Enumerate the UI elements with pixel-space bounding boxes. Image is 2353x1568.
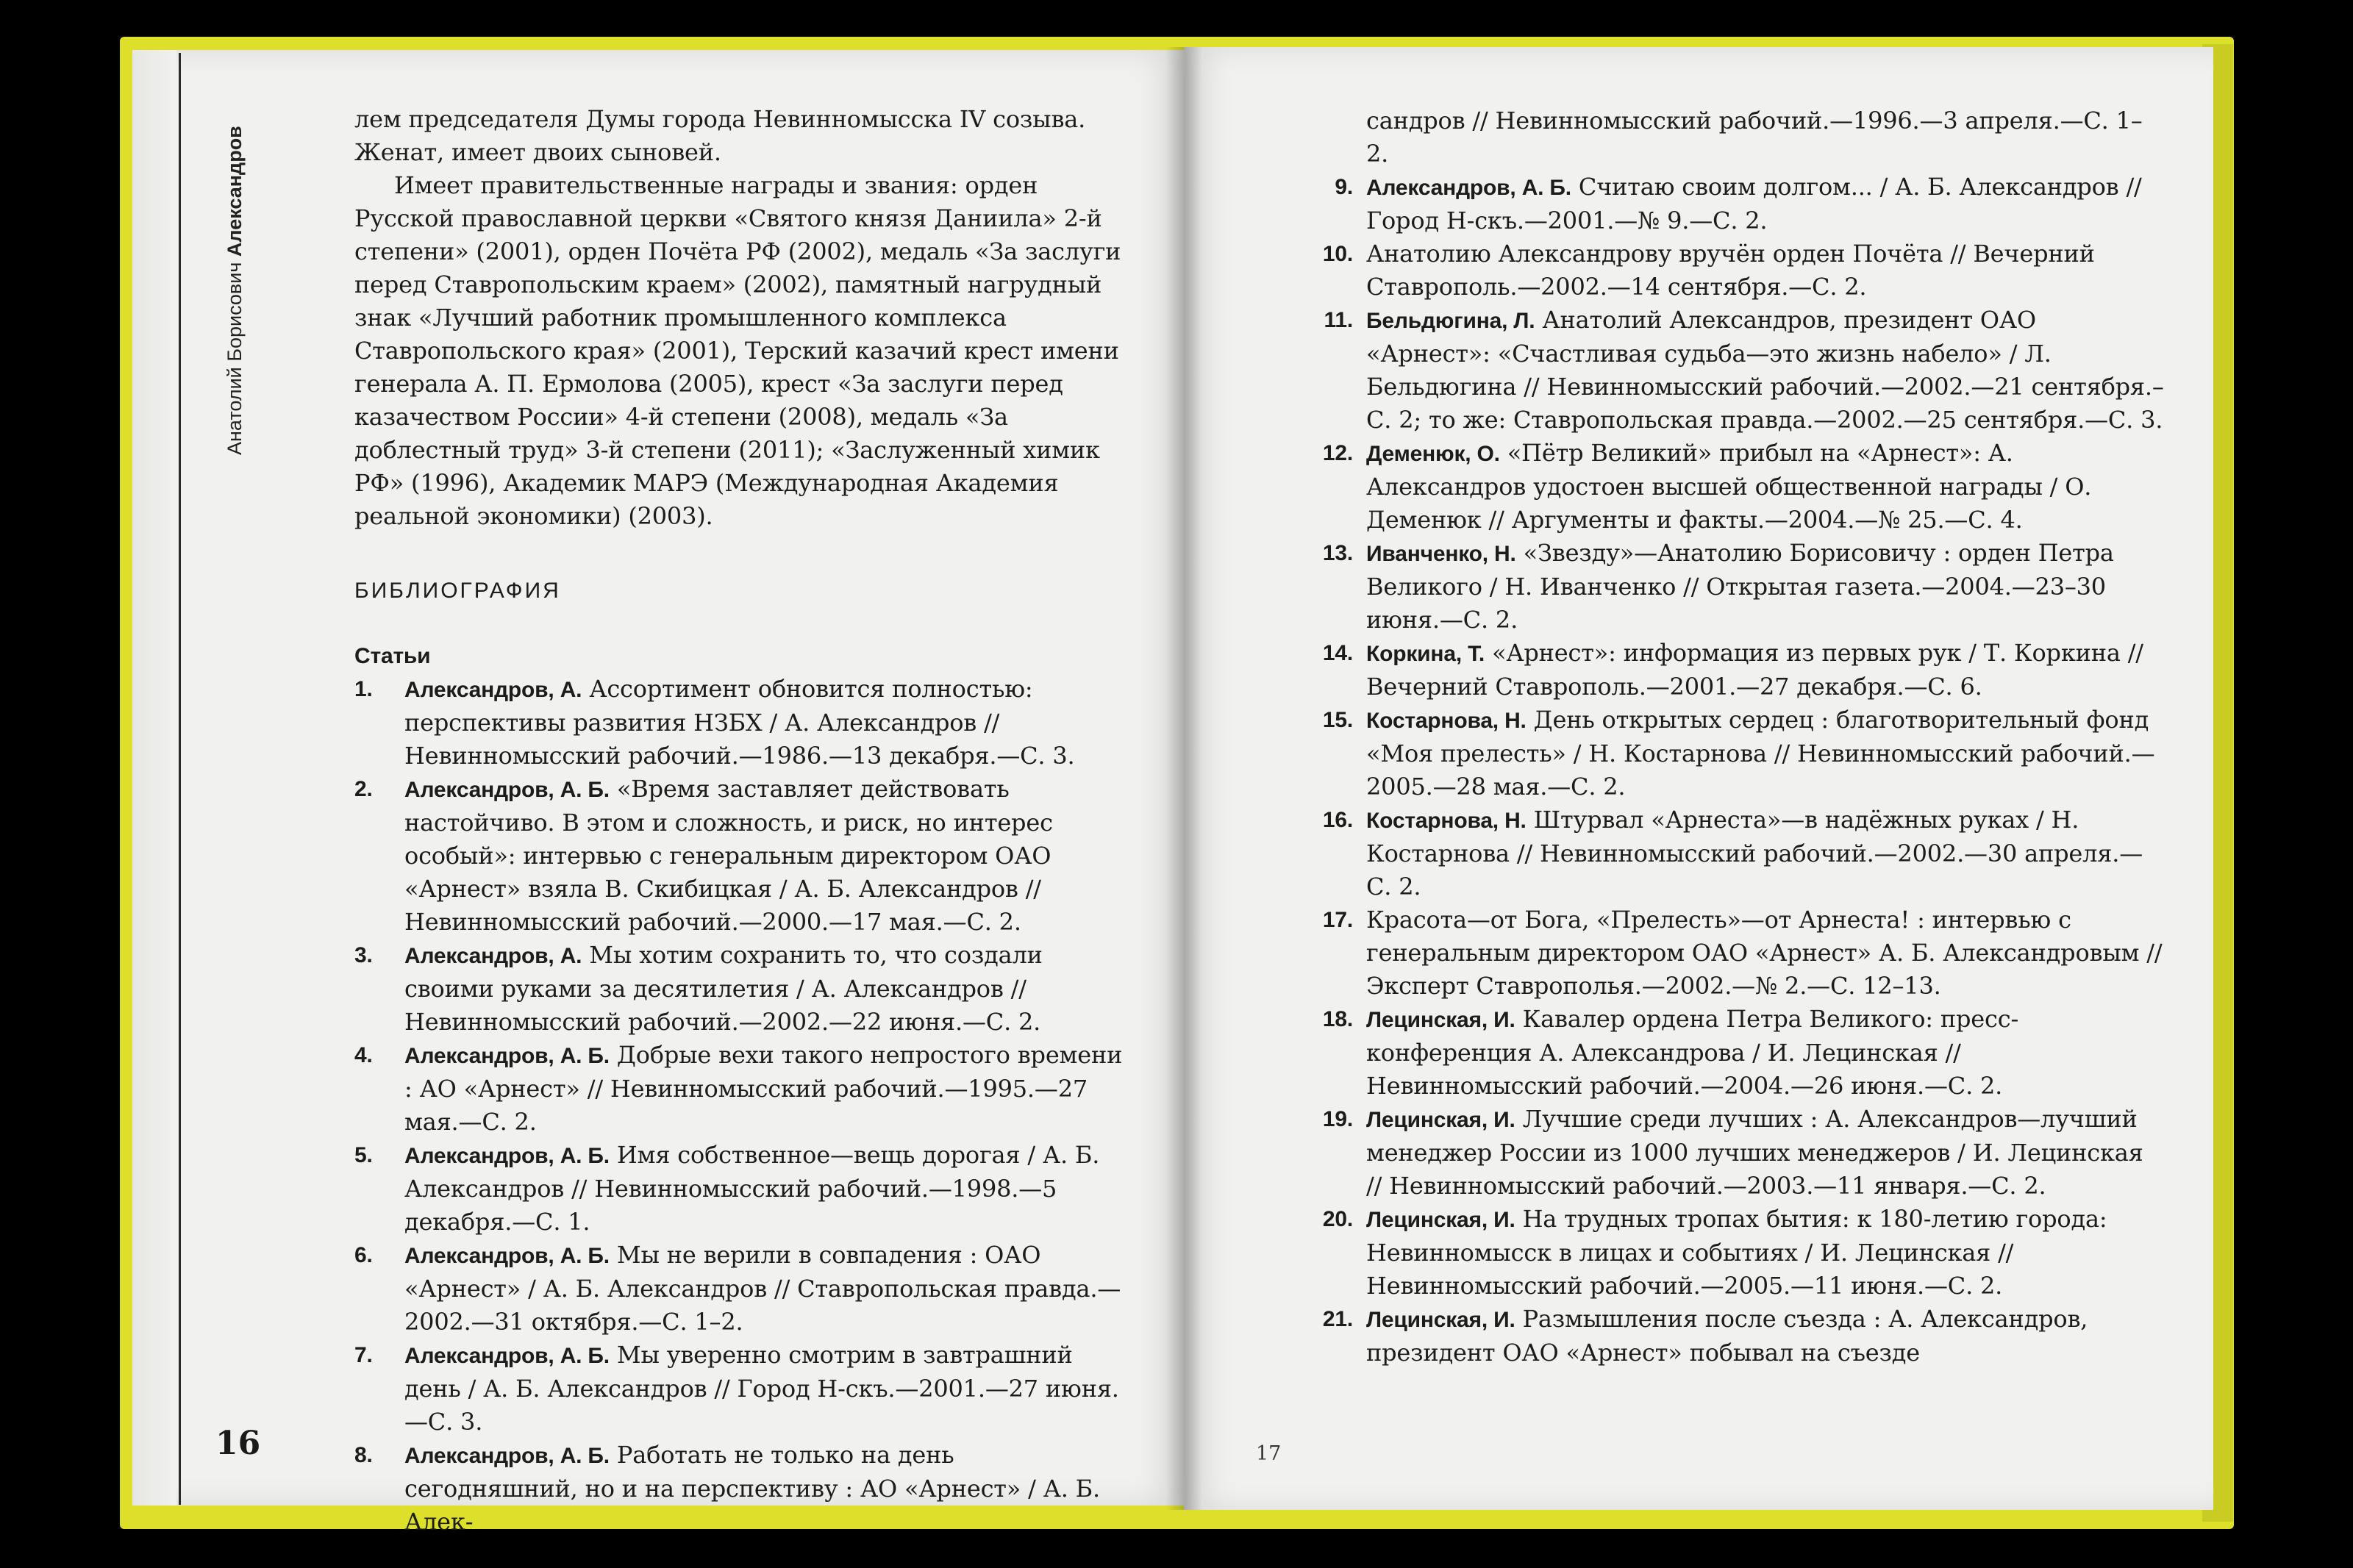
- entry-text: Кавалер ордена Петра Великого: пресс-конференция А. Александрова / И. Лецинская // Невинномысский рабочий.—2004.—26 июня.—С. 2.: [1366, 1005, 2019, 1100]
- bibliography-entry: [354, 1239, 1134, 1339]
- entry-text: Анатолию Александрову вручён орден Почёта // Вечерний Ставрополь.—2002.—14 сентября.—С. 2.: [1366, 240, 2095, 301]
- running-head: [224, 126, 246, 455]
- entry-author: Александров, А. Б.: [404, 778, 610, 802]
- bibliography-entry: [354, 673, 1134, 773]
- bibliography-heading: БИБЛИОГРАФИЯ: [354, 579, 561, 603]
- entry-text: Ассортимент обновится полностью: перспективы развития НЗБХ / А. Александров //Невинномысский рабочий.—1986.—13 декабря.—С. 3.: [404, 675, 1075, 770]
- entry-number: 7.: [354, 1343, 373, 1367]
- book-fold-shadow: [1165, 47, 1202, 1510]
- entry-text: «Звезду»—Анатолию Борисовичу : орден Петра Великого / Н. Иванченко // Открытая газета.—2004.—23–30 июня.—С. 2.: [1366, 539, 2114, 634]
- entry-number: 21.: [1322, 1307, 1353, 1331]
- entry-number: 19.: [1322, 1107, 1353, 1131]
- entry-continuation: сандров // Невинномысский рабочий.—1996.—3 апреля.—С. 1–2.: [1366, 107, 2143, 168]
- right-text-column: [1322, 104, 2164, 1370]
- entry-text: Считаю своим долгом... / А. Б. Александров // Город Н-скъ.—2001.—№ 9.—С. 2.: [1366, 173, 2142, 235]
- entry-number: 1.: [354, 677, 373, 701]
- left-page-gutter: [132, 50, 176, 1506]
- entry-author: Александров, А.: [404, 944, 582, 968]
- left-page-rule: [179, 53, 181, 1505]
- entry-number: 20.: [1322, 1207, 1353, 1231]
- entry-text: Размышления после съезда : А. Александров, президент ОАО «Арнест» побывал на съезде: [1366, 1305, 2088, 1367]
- bibliography-entry: [1324, 304, 2164, 437]
- bibliography-entry: [1322, 237, 2164, 304]
- entry-text: «Время заставляет действовать настойчиво. В этом и сложность, и риск, но интерес особый»: интервью с генеральным директором ОАО «Арнест» взяла В. Скибицкая / А. Б. Александров // Невинномысский рабочий.—2000.—17 мая.—С. 2.: [404, 775, 1053, 936]
- entry-author: Александров, А.: [404, 678, 582, 702]
- entry-number: 16.: [1322, 808, 1353, 832]
- entry-text: Добрые вехи такого непростого времени : АО «Арнест» // Невинномысский рабочий.—1995.—27 мая.—С. 2.: [404, 1041, 1123, 1136]
- bibliography-entry: [1322, 903, 2164, 1003]
- entry-author: Александров, А. Б.: [404, 1444, 610, 1468]
- entry-text: День открытых сердец : благотворительный фонд «Моя прелесть» / Н. Костарнова // Невинномысский рабочий.—2005.—28 мая.—С. 2.: [1366, 706, 2155, 801]
- bibliography-entry: [354, 773, 1134, 939]
- page-number-left: 16: [215, 1425, 261, 1462]
- bibliography-entry: [1322, 537, 2164, 637]
- right-bibliography-list: [1322, 171, 2164, 1370]
- entry-author: Лецинская, И.: [1366, 1008, 1515, 1032]
- entry-author: Костарнова, Н.: [1366, 709, 1527, 733]
- entry-author: Костарнова, Н.: [1366, 809, 1527, 833]
- entry-text: Мы не верили в совпадения : ОАО «Арнест» / А. Б. Александров // Ставропольская правда.—2002.—31 октября.—С. 1–2.: [404, 1241, 1121, 1336]
- entry-number: 9.: [1335, 175, 1353, 199]
- bibliography-entry: [1322, 1303, 2164, 1370]
- bibliography-entry: [1322, 1103, 2164, 1203]
- entry-number: 5.: [354, 1143, 373, 1167]
- bibliography-entry: [1322, 437, 2164, 537]
- bibliography-entry: [354, 1139, 1134, 1239]
- entry-number: 13.: [1322, 541, 1353, 565]
- entry-number: 15.: [1322, 708, 1353, 732]
- entry-text: Лучшие среди лучших : А. Александров—лучший менеджер России из 1000 лучших менеджеров / И. Лецинская // Невинномысский рабочий.—2003.—11 января.—С. 2.: [1366, 1105, 2143, 1200]
- entry-text: «Арнест»: информация из первых рук / Т. Коркина // Вечерний Ставрополь.—2001.—27 декабря.—С. 6.: [1366, 639, 2143, 701]
- entry-author: Коркина, Т.: [1366, 642, 1485, 666]
- entry-number: 6.: [354, 1243, 373, 1267]
- entry-text: Красота—от Бога, «Прелесть»—от Арнеста! : интервью с генеральным директором ОАО «Арнест» А. Б. Александровым // Эксперт Ставрополья.—2002.—№ 2.—С. 12–13.: [1366, 906, 2163, 1000]
- entry-author: Иванченко, Н.: [1366, 542, 1516, 566]
- entry-text: Работать не только на день сегодняшний, но и на перспективу : АО «Арнест» / А. Б. Алек-: [404, 1441, 1100, 1536]
- entry-author: Александров, А. Б.: [1366, 176, 1571, 200]
- bibliography-entry: [1322, 803, 2164, 903]
- entry-number: 12.: [1322, 441, 1353, 465]
- bibliography-entry: [1322, 1203, 2164, 1303]
- entry-number: 10.: [1322, 242, 1353, 266]
- running-head-surname: Александров: [224, 126, 246, 257]
- entry-text: На трудных тропах бытия: к 180-летию города: Невинномысск в лицах и событиях / И. Лецинская // Невинномысский рабочий.—2005.—11 июня.—С. 2.: [1366, 1205, 2107, 1300]
- bibliography-entry: [1322, 637, 2164, 704]
- entry-number: 17.: [1322, 908, 1353, 932]
- articles-subheading: Статьи: [354, 644, 431, 668]
- entry-author: Деменюк, О.: [1366, 442, 1500, 466]
- entry-number: 3.: [354, 943, 373, 967]
- bibliography-entry: [354, 939, 1134, 1039]
- entry-number: 18.: [1322, 1007, 1353, 1031]
- running-head-name: Анатолий Борисович: [224, 262, 246, 455]
- entry-author: Александров, А. Б.: [404, 1344, 610, 1368]
- intro-paragraph-continued: лем председателя Думы города Невинномысска IV созыва. Женат, имеет двоих сыновей.: [354, 105, 1086, 166]
- entry-author: Александров, А. Б.: [404, 1144, 610, 1168]
- awards-paragraph: Имеет правительственные награды и звания: орден Русской православной церкви «Святого князя Даниила» 2-й степени» (2001), орден Почёта РФ (2002), медаль «За заслуги перед Ставропольским краем» (2002), памятный нагрудный знак «Лучший работник промышленного комплекса Ставропольского края» (2001), Терский казачий крест имени генерала А. П. Ермолова (2005), крест «За заслуги перед казачеством России» 4-й степени (2008), медаль «За доблестный труд» 3-й степени (2011); «Заслуженный химик РФ» (1996), Академик МАРЭ (Международная Академия реальной экономики) (2003).: [354, 171, 1121, 530]
- entry-text: «Пётр Великий» прибыл на «Арнест»: А. Александров удостоен высшей общественной награды / О. Деменюк // Аргументы и факты.—2004.—№ 25.—С. 4.: [1366, 439, 2092, 534]
- entry-number: 4.: [354, 1043, 373, 1067]
- entry-number: 2.: [354, 777, 373, 801]
- entry-text: Мы хотим сохранить то, что создали своими руками за десятилетия / А. Александров // Невинномысский рабочий.—2002.—22 июня.—С. 2.: [404, 941, 1043, 1036]
- entry-number: 11.: [1324, 308, 1353, 332]
- entry-author: Бельдюгина, Л.: [1366, 309, 1535, 333]
- bibliography-entry: [354, 1339, 1134, 1439]
- entry-author: Александров, А. Б.: [404, 1044, 610, 1068]
- bibliography-entry: [354, 1439, 1134, 1539]
- entry-text: Штурвал «Арнеста»—в надёжных руках / Н. Костарнова // Невинномысский рабочий.—2002.—30 апреля.—С. 2.: [1366, 806, 2143, 901]
- entry-text: Анатолий Александров, президент ОАО «Арнест»: «Счастливая судьба—это жизнь набело» / Л. Бельдюгина // Невинномысский рабочий.—2002.—21 сентября.–С. 2; то же: Ставропольская правда.—2002.—25 сентября.—С. 3.: [1366, 306, 2164, 434]
- bibliography-entry: [354, 1039, 1134, 1139]
- entry-author: Лецинская, И.: [1366, 1108, 1515, 1132]
- bibliography-entry: [1322, 1003, 2164, 1103]
- entry-number: 14.: [1322, 641, 1353, 665]
- bibliography-entry: [1335, 171, 2164, 237]
- entry-author: Александров, А. Б.: [404, 1244, 610, 1268]
- bibliography-entry: [1322, 704, 2164, 803]
- entry-number: 8.: [354, 1443, 373, 1467]
- left-bibliography-list: [354, 673, 1134, 1539]
- entry-text: Имя собственное—вещь дорогая / А. Б. Александров // Невинномысский рабочий.—1998.—5 декабря.—С. 1.: [404, 1141, 1100, 1236]
- entry-text: Мы уверенно смотрим в завтрашний день / А. Б. Александров // Город Н-скъ.—2001.—27 июня.—С. 3.: [404, 1341, 1119, 1436]
- page-number-right: 17: [1256, 1442, 1282, 1465]
- left-text-column: [354, 103, 1134, 1539]
- entry-author: Лецинская, И.: [1366, 1208, 1515, 1232]
- entry-author: Лецинская, И.: [1366, 1308, 1515, 1332]
